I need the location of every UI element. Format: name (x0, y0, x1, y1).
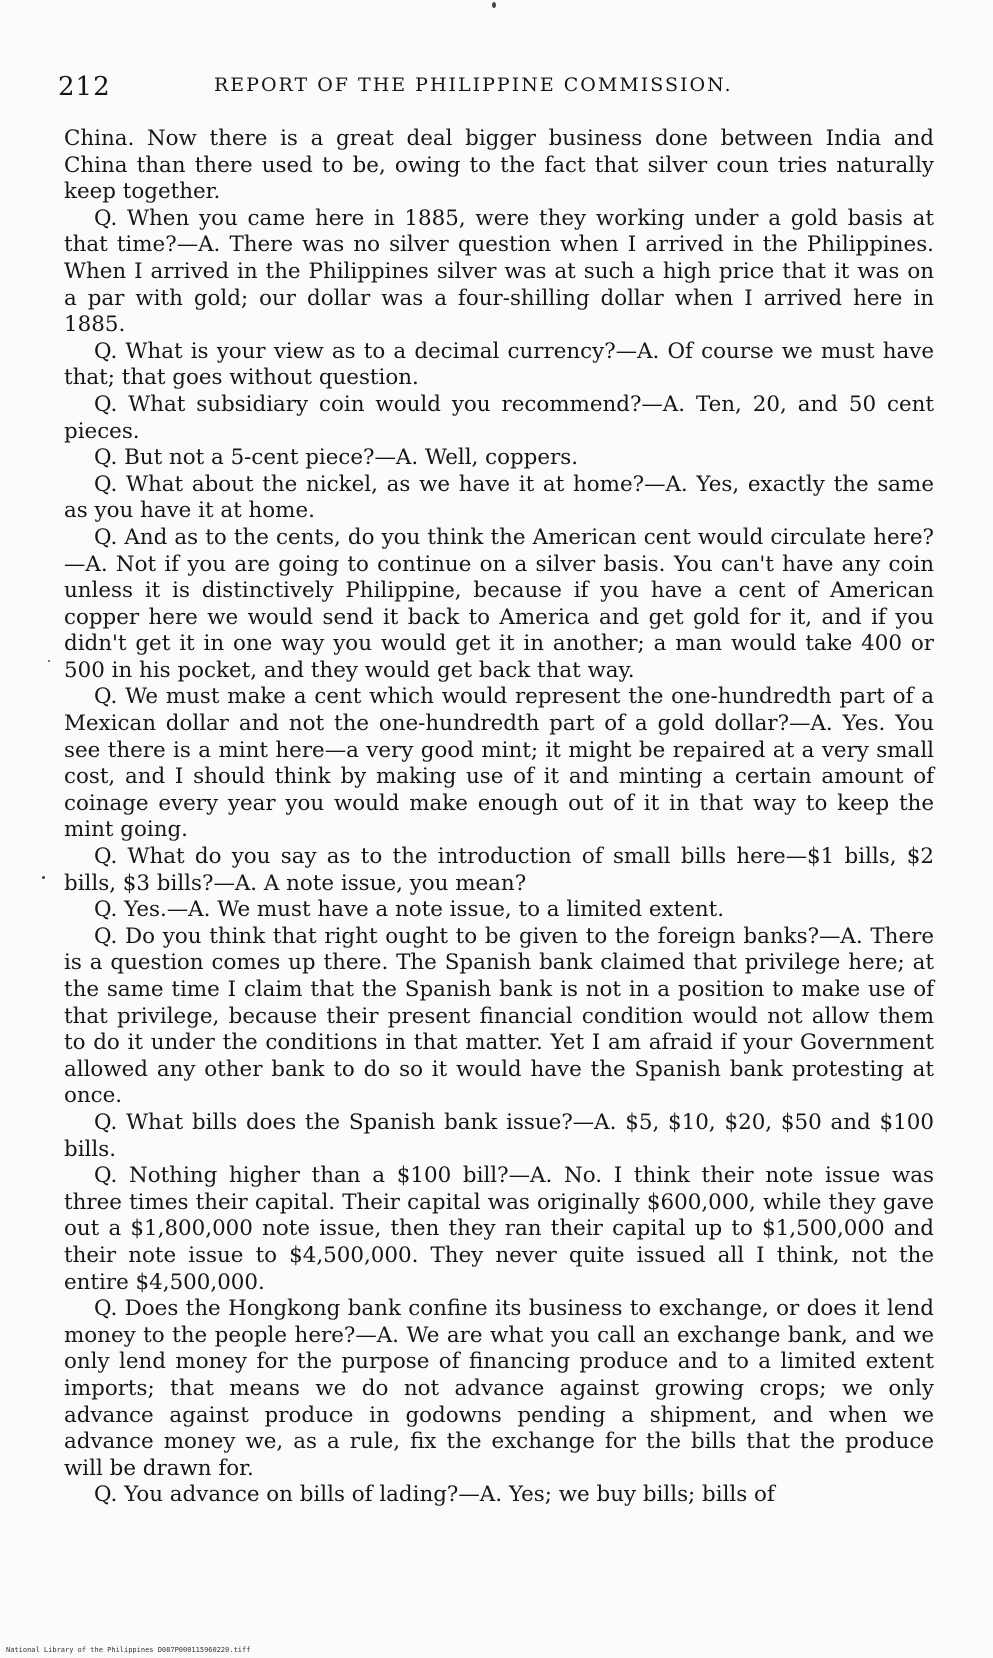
paragraph: Q. What subsidiary coin would you recommend?—A. Ten, 20, and 50 cent pieces. (64, 391, 934, 444)
paragraph: Q. What bills does the Spanish bank issue?—A. $5, $10, $20, $50 and $100 bills. (64, 1109, 934, 1162)
paragraph: Q. Does the Hongkong bank confine its business to exchange, or does it lend money to the people here?—A. We are what you call an exchange bank, and we only lend money for the purpose of financing produce and to a limited extent imports; that means we do not advance against growing crops; we only advance against produce in godowns pending a shipment, and when we advance money we, as a rule, fix the exchange for the bills that the produce will be drawn for. (64, 1296, 934, 1481)
paragraph: Q. We must make a cent which would represent the one-hundredth part of a Mexican dollar and not the one-hundredth part of a gold dollar?—A. Yes. You see there is a mint here—a very good mint; it might be repaired at a very small cost, and I should think by making use of it and minting a certain amount of coinage every year you would make enough out of it in that way to keep the mint going. (64, 684, 934, 843)
paragraph: Q. What about the nickel, as we have it at home?—A. Yes, exactly the same as you have it at home. (64, 471, 934, 524)
scan-speck (492, 2, 496, 8)
scan-speck (48, 660, 50, 662)
scan-footer-stamp: National Library of the Philippines D087P000115960220.tiff (6, 1646, 251, 1654)
running-head: REPORT OF THE PHILIPPINE COMMISSION. (214, 74, 733, 96)
body-text (64, 126, 934, 1509)
paragraph: Q. What is your view as to a decimal currency?—A. Of course we must have that; that goes without question. (64, 338, 934, 391)
paragraph: Q. You advance on bills of lading?—A. Yes; we buy bills; bills of (94, 1482, 775, 1508)
paragraph: Q. Yes.—A. We must have a note issue, to a limited extent. (94, 897, 725, 923)
paragraph: Q. When you came here in 1885, were they working under a gold basis at that time?—A. There was no silver question when I arrived in the Philippines. When I arrived in the Philippines silver was at such a high price that it was on a par with gold; our dollar was a four-shilling dollar when I arrived here in 1885. (64, 205, 934, 338)
page-number: 212 (58, 72, 111, 102)
paragraph: Q. What do you say as to the introduction of small bills here—$1 bills, $2 bills, $3 bills?—A. A note issue, you mean? (64, 844, 934, 896)
scan-speck (42, 876, 45, 879)
paragraph: Q. Nothing higher than a $100 bill?—A. No. I think their note issue was three times their capital. Their capital was originally $600,000, while they gave out a $1,800,000 note issue, then they ran their capital up to $1,500,000 and their note issue to $4,500,000. They never quite issued all I think, not the entire $4,500,000. (64, 1163, 934, 1295)
paragraph: Q. But not a 5-cent piece?—A. Well, coppers. (94, 445, 579, 471)
paragraph: China. Now there is a great deal bigger business done between India and China than there used to be, owing to the fact that silver coun tries naturally keep together. (64, 126, 934, 205)
paragraph: Q. And as to the cents, do you think the American cent would circulate here?—A. Not if you are going to continue on a silver basis. You can't have any coin unless it is distinctively Philippine, because if you have a cent of American copper here we would send it back to America and get gold for it, and if you didn't get it in one way you would get it in another; a man would take 400 or 500 in his pocket, and they would get back that way. (64, 524, 934, 683)
page-header (58, 72, 958, 112)
paragraph: Q. Do you think that right ought to be given to the foreign banks?—A. There is a question comes up there. The Spanish bank claimed that privilege here; at the same time I claim that the Spanish bank is not in a position to make use of that privilege, because their present financial condition would not allow them to do it under the conditions in that matter. Yet I am afraid if your Government allowed any other bank to do so it would have the Spanish bank protesting at once. (64, 923, 934, 1109)
